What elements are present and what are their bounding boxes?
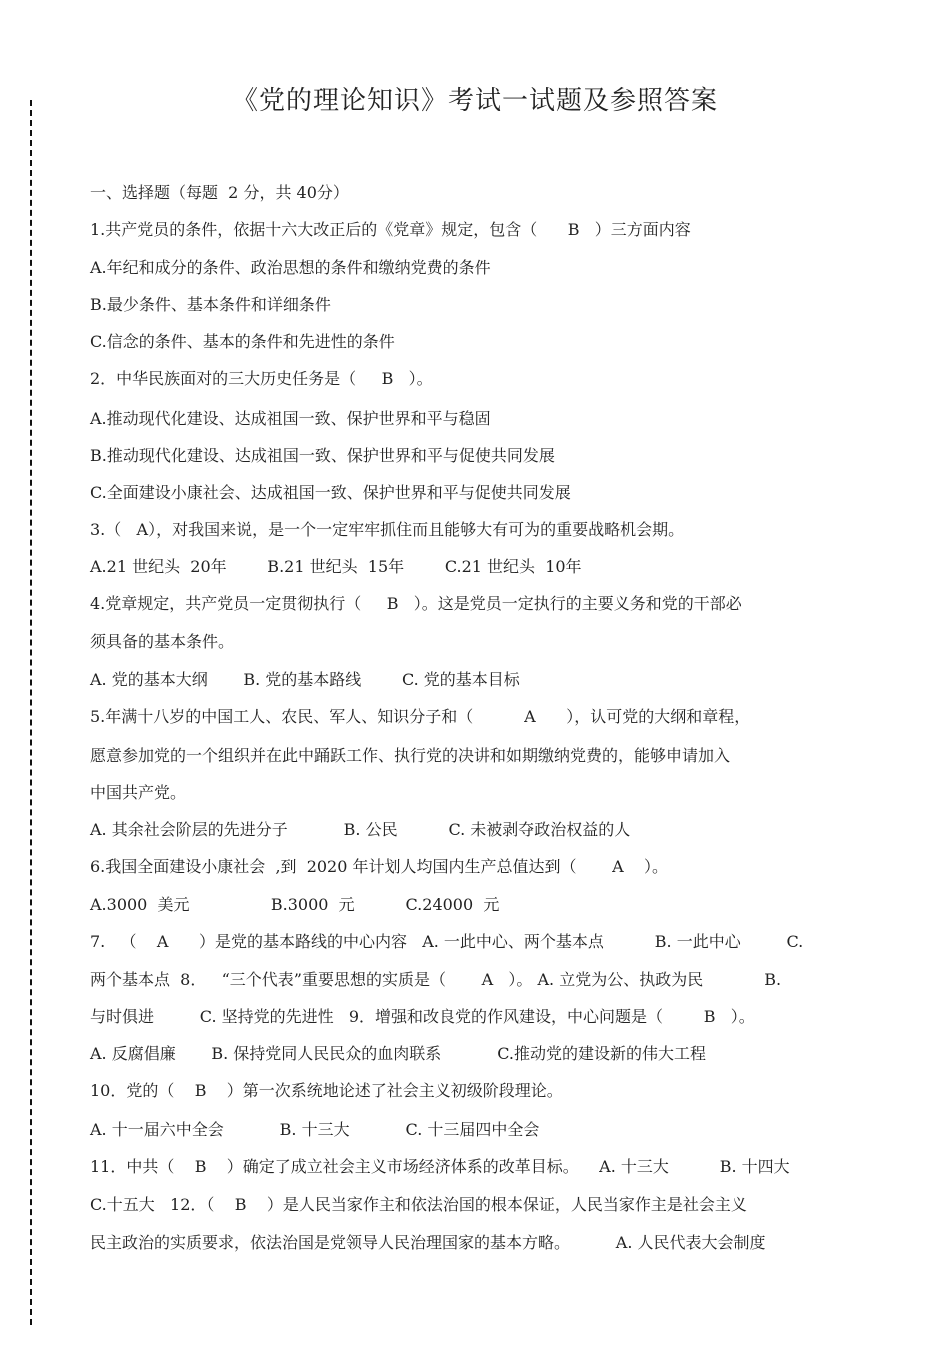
question-8: 两个基本点 8． “三个代表”重要思想的实质是（ A ）。 A. 立党为公、执政为民 B.: [90, 970, 782, 989]
section-heading: 一、选择题（每题 2 分，共 40分）: [90, 183, 349, 202]
question-5-continued-2: 中国共产党。: [90, 783, 187, 802]
exam-title: 《党的理论知识》考试一试题及参照答案: [231, 86, 718, 116]
question-12-continued: 民主政治的实质要求，依法治国是党领导人民治理国家的基本方略。 A. 人民代表大会制度: [90, 1233, 766, 1252]
question-12: C.十五大 12．（ B ）是人民当家作主和依法治国的根本保证，人民当家作主是社会主义: [90, 1195, 747, 1214]
question-5: 5.年满十八岁的中国工人、农民、军人、知识分子和（ A ），认可党的大纲和章程，: [90, 707, 751, 726]
question-2: 2．中华民族面对的三大历史任务是（ B ）。: [90, 369, 433, 388]
question-4: 4.党章规定，共产党员一定贯彻执行（ B ）。这是党员一定执行的主要义务和党的干部必: [90, 594, 742, 613]
question-2-option-c: C.全面建设小康社会、达成祖国一致、保护世界和平与促使共同发展: [90, 483, 571, 502]
question-2-option-a: A.推动现代化建设、达成祖国一致、保护世界和平与稳固: [90, 409, 491, 428]
question-3-options: A.21 世纪头 20年 B.21 世纪头 15年 C.21 世纪头 10年: [90, 557, 582, 576]
question-11: 11．中共（ B ）确定了成立社会主义市场经济体系的改革目标。 A. 十三大 B. 十四大: [90, 1157, 790, 1176]
question-5-continued-1: 愿意参加党的一个组织并在此中踊跃工作、执行党的决讲和如期缴纳党费的，能够申请加入: [90, 746, 731, 765]
question-10: 10．党的（ B ）第一次系统地论述了社会主义初级阶段理论。: [90, 1081, 563, 1100]
question-5-options: A. 其余社会阶层的先进分子 B. 公民 C. 未被剥夺政治权益的人: [90, 820, 631, 839]
question-2-option-b: B.推动现代化建设、达成祖国一致、保护世界和平与促使共同发展: [90, 446, 555, 465]
question-4-continued: 须具备的基本条件。: [90, 632, 235, 651]
question-9: 与时俱进 C. 坚持党的先进性 9．增强和改良党的作风建设，中心问题是（ B ）。: [90, 1007, 755, 1026]
question-7: 7. （ A ）是党的基本路线的中心内容 A. 一此中心、两个基本点 B. 一此中心 C.: [90, 932, 804, 951]
question-1-option-b: B.最少条件、基本条件和详细条件: [90, 295, 331, 314]
question-1: 1.共产党员的条件，依据十六大改正后的《党章》规定，包含（ B ）三方面内容: [90, 220, 691, 239]
binding-margin-dashed-line: [30, 100, 32, 1325]
question-10-options: A. 十一届六中全会 B. 十三大 C. 十三届四中全会: [90, 1120, 540, 1139]
question-4-options: A. 党的基本大纲 B. 党的基本路线 C. 党的基本目标: [90, 670, 520, 689]
question-9-options: A. 反腐倡廉 B. 保持党同人民民众的血肉联系 C.推动党的建设新的伟大工程: [90, 1044, 706, 1063]
question-1-option-c: C.信念的条件、基本的条件和先进性的条件: [90, 332, 395, 351]
question-3: 3.（ A），对我国来说，是一个一定牢牢抓住而且能够大有可为的重要战略机会期。: [90, 520, 685, 539]
question-6: 6.我国全面建设小康社会 ,到 2020 年计划人均国内生产总值达到（ A ）。: [90, 857, 669, 876]
question-6-options: A.3000 美元 B.3000 元 C.24000 元: [90, 895, 500, 914]
question-1-option-a: A.年纪和成分的条件、政治思想的条件和缴纳党费的条件: [90, 258, 491, 277]
